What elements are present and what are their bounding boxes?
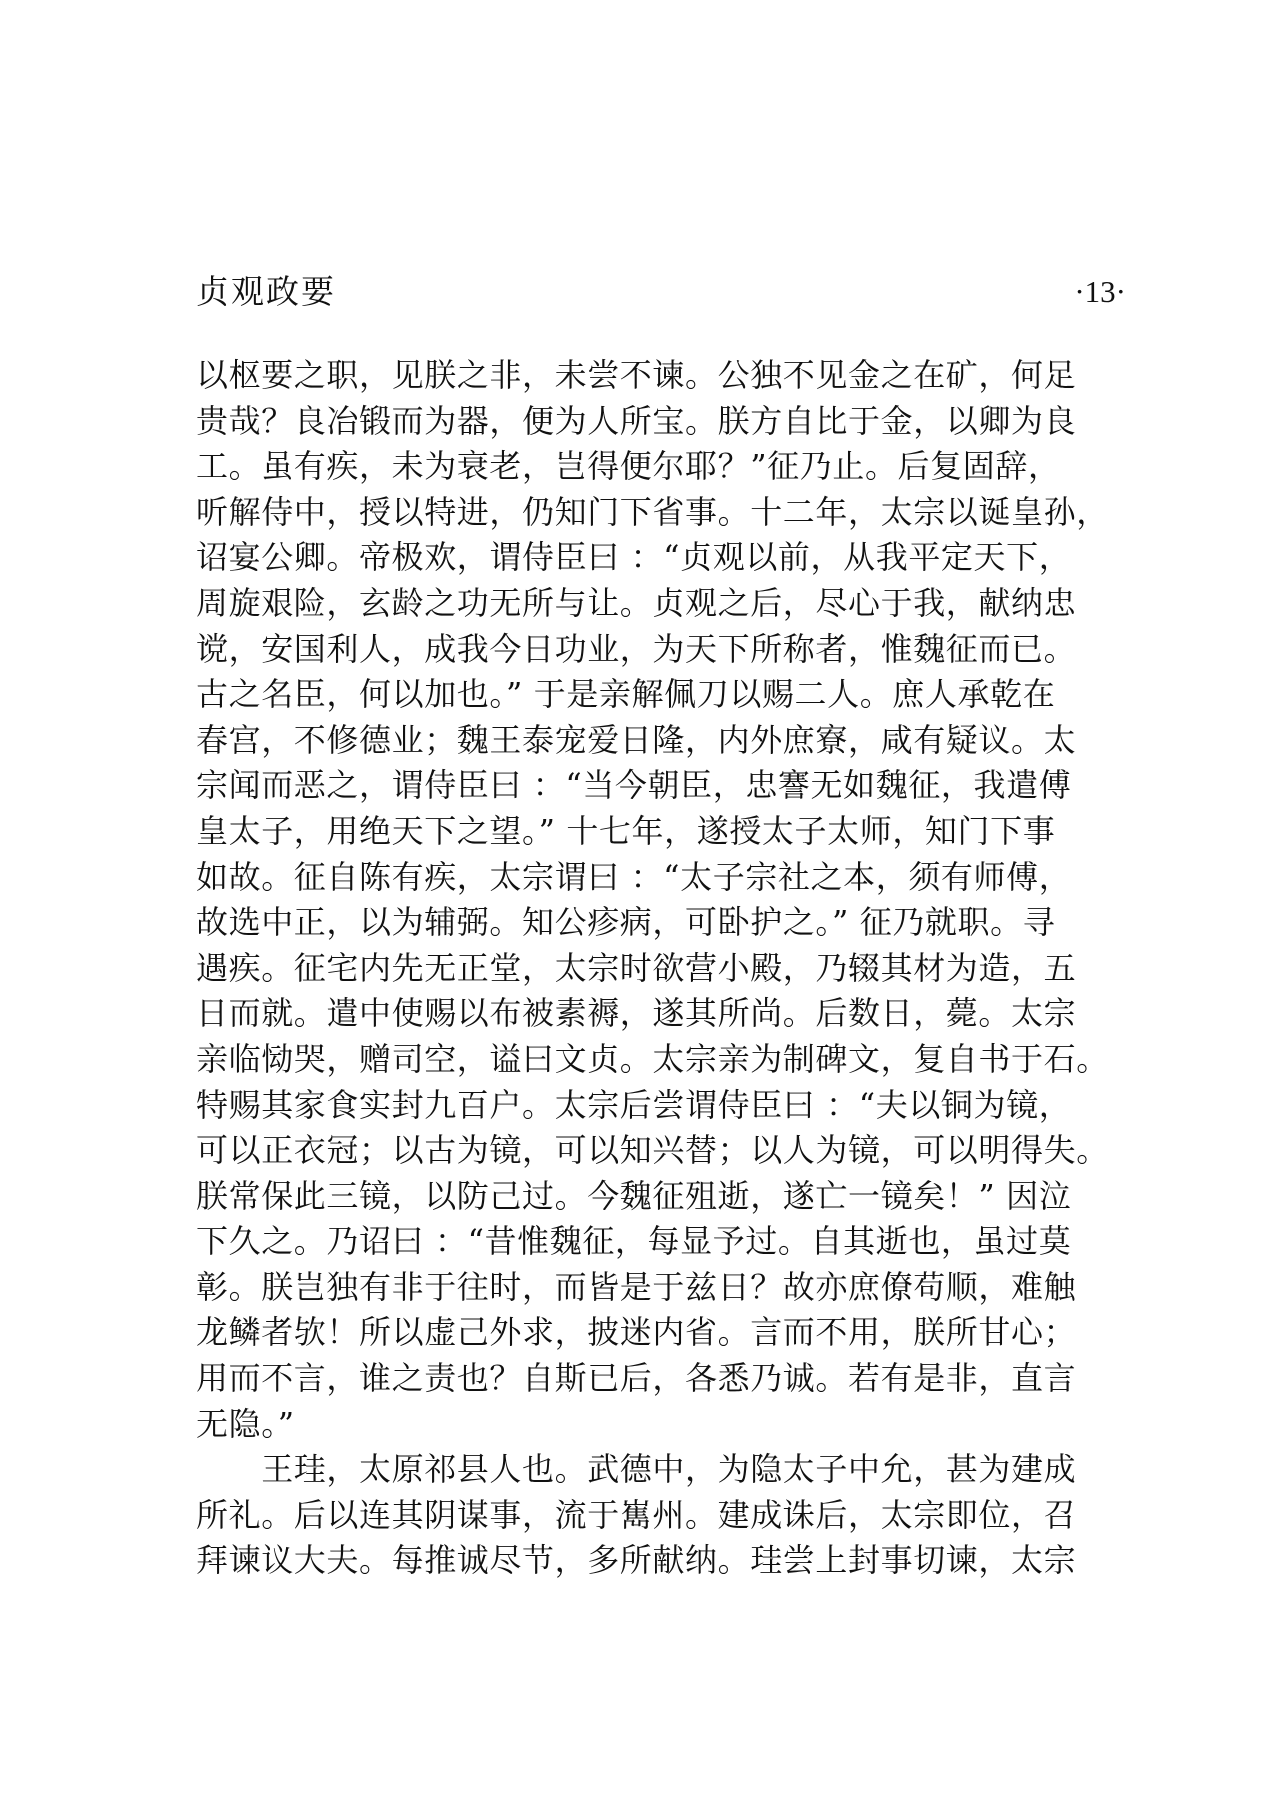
text-line: 朕常保此三镜，以防己过。今魏征殂逝，遂亡一镜矣！” 因泣 [196, 1176, 1072, 1215]
text-line: 故选中正，以为辅弼。知公疹病，可卧护之。” 征乃就职。寻 [196, 903, 1056, 942]
text-line: 古之名臣，何以加也。” 于是亲解佩刀以赐二人。庶人承乾在 [196, 675, 1056, 714]
body-text [196, 353, 1126, 1584]
text-line: 龙鳞者欤！所以虚己外求，披迷内省。言而不用，朕所甘心； [196, 1313, 1077, 1352]
text-line: 亲临恸哭，赠司空，谥曰文贞。太宗亲为制碑文，复自书于石。 [196, 1039, 1109, 1078]
text-line: 可以正衣冠；以古为镜，可以知兴替；以人为镜，可以明得失。 [196, 1131, 1109, 1170]
page-number: ·13· [1074, 274, 1126, 309]
paragraph-start-line: 王珪，太原祁县人也。武德中，为隐太子中允，甚为建成 [196, 1450, 1077, 1489]
running-header [196, 272, 1126, 312]
text-line: 皇太子，用绝天下之望。” 十七年，遂授太子太师，知门下事 [196, 811, 1056, 850]
text-line: 遇疾。征宅内先无正堂，太宗时欲营小殿，乃辍其材为造，五 [196, 948, 1077, 987]
text-line: 特赐其家食实封九百户。太宗后尝谓侍臣曰 ：“夫以铜为镜， [196, 1085, 1072, 1124]
text-line: 所礼。后以连其阴谋事，流于嶲州。建成诛后，太宗即位，召 [196, 1495, 1077, 1534]
text-line: 工。虽有疾，未为衰老，岂得便尔耶？”征乃止。后复固辞， [196, 447, 1061, 486]
text-line: 无隐。” [196, 1404, 295, 1443]
text-line: 周旋艰险，玄龄之功无所与让。贞观之后，尽心于我，献纳忠 [196, 583, 1077, 622]
text-line: 宗闻而恶之，谓侍臣曰 ：“当今朝臣，忠謇无如魏征，我遣傅 [196, 766, 1072, 805]
text-line: 贵哉？良冶锻而为器，便为人所宝。朕方自比于金，以卿为良 [196, 401, 1077, 440]
text-line: 用而不言，谁之责也？自斯已后，各悉乃诚。若有是非，直言 [196, 1359, 1077, 1398]
text-line: 日而就。遣中使赐以布被素褥，遂其所尚。后数日，薨。太宗 [196, 994, 1077, 1033]
book-title: 贞观政要 [196, 272, 336, 311]
text-line: 听解侍中，授以特进，仍知门下省事。十二年，太宗以诞皇孙， [196, 492, 1109, 531]
text-line: 下久之。乃诏曰 ：“昔惟魏征，每显予过。自其逝也，虽过莫 [196, 1222, 1072, 1261]
text-line: 谠，安国利人，成我今日功业，为天下所称者，惟魏征而已。 [196, 629, 1077, 668]
text-line: 拜谏议大夫。每推诚尽节，多所献纳。珪尝上封事切谏，太宗 [196, 1541, 1077, 1580]
text-line: 诏宴公卿。帝极欢，谓侍臣曰 ：“贞观以前，从我平定天下， [196, 538, 1072, 577]
text-line: 彰。朕岂独有非于往时，而皆是于兹日？故亦庶僚苟顺，难触 [196, 1267, 1077, 1306]
text-line: 春宫，不修德业；魏王泰宠爱日隆，内外庶寮，咸有疑议。太 [196, 720, 1077, 759]
text-line: 如故。征自陈有疾，太宗谓曰 ：“太子宗社之本，须有师傅， [196, 857, 1072, 896]
text-line: 以枢要之职，见朕之非，未尝不谏。公独不见金之在矿，何足 [196, 356, 1077, 394]
